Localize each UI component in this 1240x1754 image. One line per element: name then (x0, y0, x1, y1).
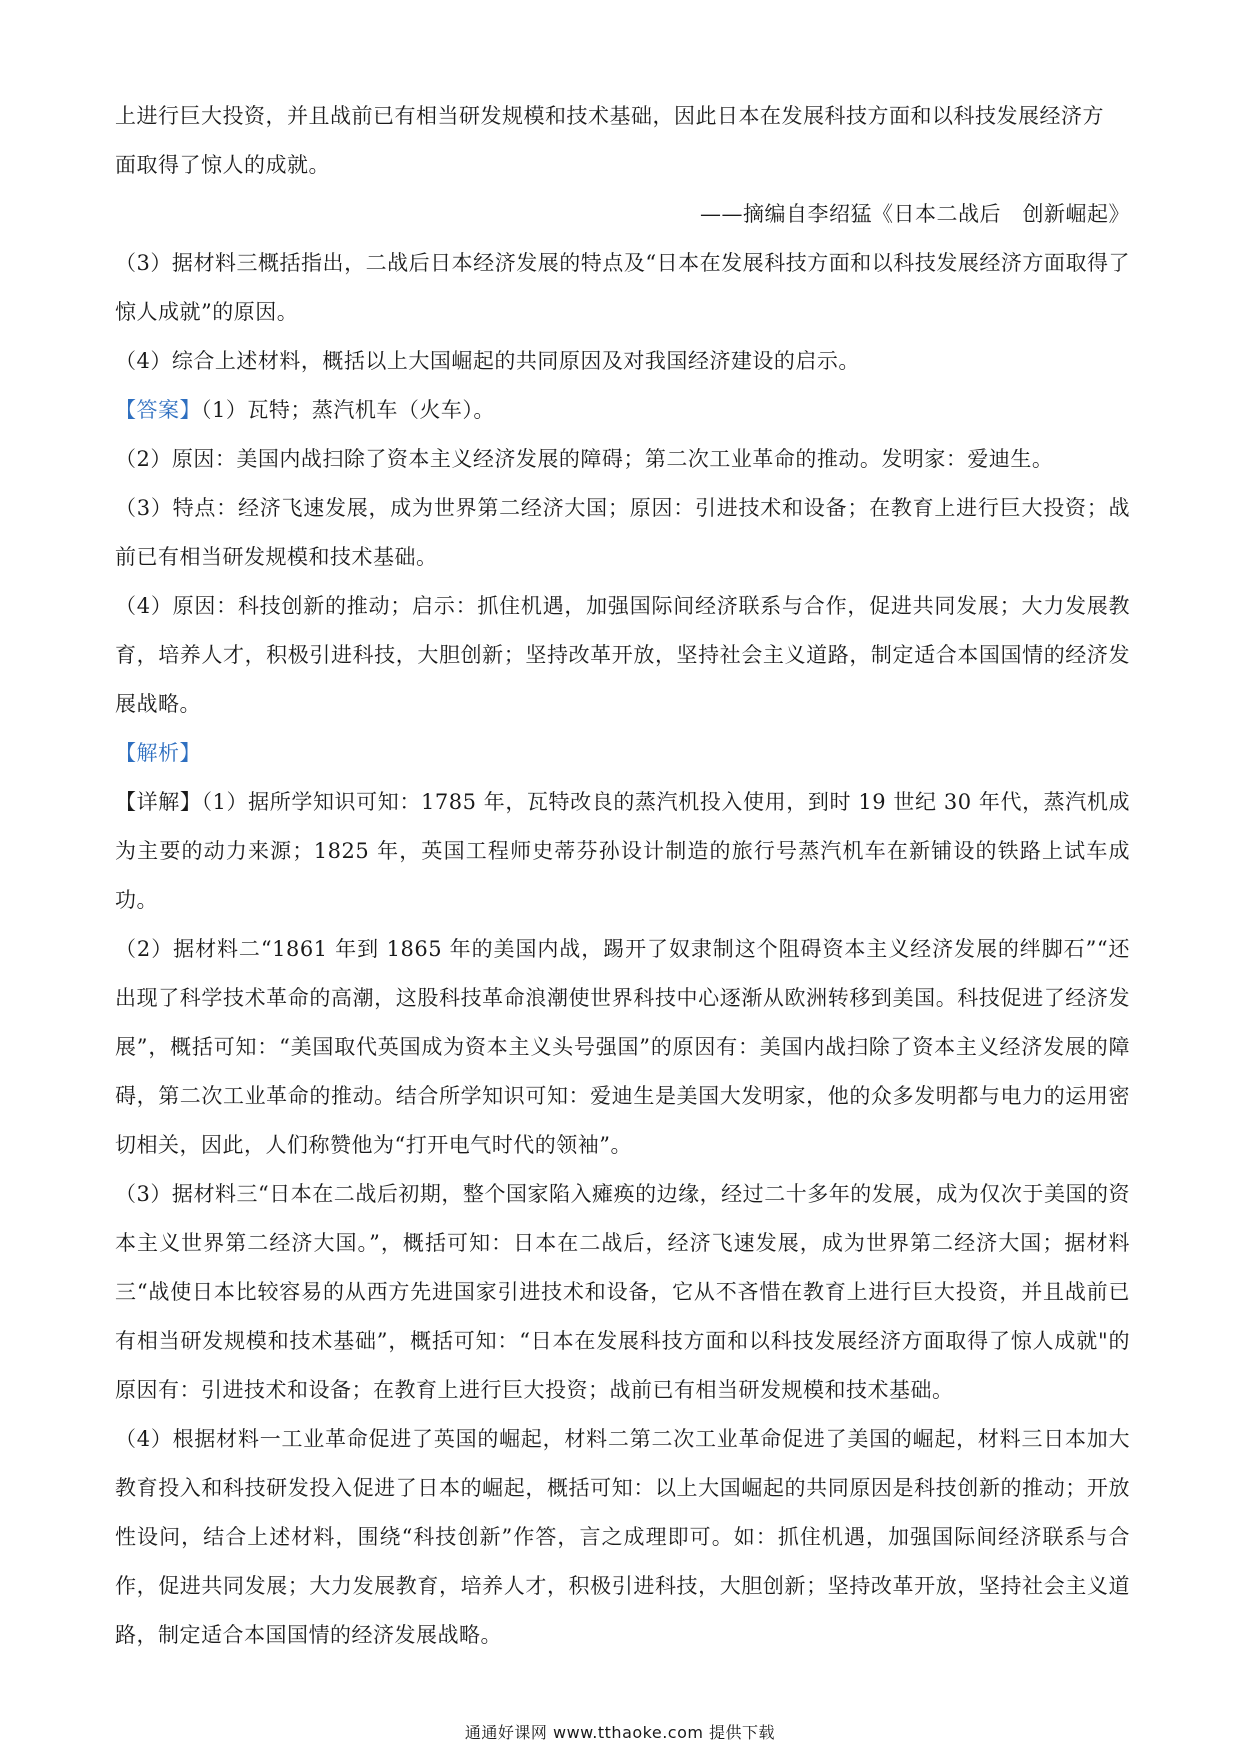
analysis-label: 【解析】 (115, 741, 201, 765)
material3-line2: 面取得了惊人的成就。 (115, 153, 330, 177)
answer-label: 【答案】 (115, 398, 201, 422)
answer-4: （4）原因：科技创新的推动；启示：抓住机遇，加强国际间经济联系与合作，促进共同发展；大力发展教育，培养人才，积极引进科技，大胆创新；坚持改革开放，坚持社会主义道路，制定适合本国国情的经济发展战略。 (115, 594, 1130, 716)
material3-attribution: ——摘编自李绍猛《日本二战后 创新崛起》 (700, 202, 1130, 226)
answer-2: （2）原因：美国内战扫除了资本主义经济发展的障碍；第二次工业革命的推动。发明家：爱迪生。 (115, 447, 1054, 471)
page-footer: 通通好课网 www.tthaoke.com 提供下载 (464, 1723, 776, 1742)
detail-4: （4）根据材料一工业革命促进了英国的崛起，材料二第二次工业革命促进了美国的崛起，材料三日本加大教育投入和科技研发投入促进了日本的崛起，概括可知：以上大国崛起的共同原因是科技创新的推动；开放性设问，结合上述材料，围绕“科技创新”作答，言之成理即可。如：抓住机遇，加强国际间经济联系与合作，促进共同发展；大力发展教育，培养人才，积极引进科技，大胆创新；坚持改革开放，坚持社会主义道路，制定适合本国国情的经济发展战略。 (115, 1427, 1130, 1647)
detail-3: （3）据材料三“日本在二战后初期，整个国家陷入瘫痪的边缘，经过二十多年的发展，成为仅次于美国的资本主义世界第二经济大国。”，概括可知：日本在二战后，经济飞速发展，成为世界第二经济大国；据材料三“战使日本比较容易的从西方先进国家引进技术和设备，它从不吝惜在教育上进行巨大投资，并且战前已有相当研发规模和技术基础”，概括可知：“日本在发展科技方面和以科技发展经济方面取得了惊人成就"的原因有：引进技术和设备；在教育上进行巨大投资；战前已有相当研发规模和技术基础。 (115, 1182, 1130, 1402)
analysis-heading (115, 729, 1130, 778)
detail-2: （2）据材料二“1861 年到 1865 年的美国内战，踢开了奴隶制这个阻碍资本主义经济发展的绊脚石”“还出现了科学技术革命的高潮，这股科技革命浪潮使世界科技中心逐渐从欧洲转移到美国。科技促进了经济发展”，概括可知：“美国取代英国成为资本主义头号强国”的原因有：美国内战扫除了资本主义经济发展的障碍，第二次工业革命的推动。结合所学知识可知：爱迪生是美国大发明家，他的众多发明都与电力的运用密切相关，因此，人们称赞他为“打开电气时代的领袖”。 (115, 937, 1130, 1157)
detail-1-paragraph (115, 778, 1130, 925)
detail-label: 【详解】 (115, 790, 202, 814)
answer-1: （1）瓦特；蒸汽机车（火车）。 (201, 398, 495, 422)
document-body (115, 92, 1130, 1660)
question-3: （3）据材料三概括指出，二战后日本经济发展的特点及“日本在发展科技方面和以科技发展经济方面取得了惊人成就”的原因。 (115, 251, 1130, 324)
answer-3: （3）特点：经济飞速发展，成为世界第二经济大国；原因：引进技术和设备；在教育上进行巨大投资；战前已有相当研发规模和技术基础。 (115, 496, 1130, 569)
detail-1: （1）据所学知识可知：1785 年，瓦特改良的蒸汽机投入使用，到时 19 世纪 30 年代，蒸汽机成为主要的动力来源；1825 年，英国工程师史蒂芬孙设计制造的旅行号蒸汽机车在新铺设的铁路上试车成功。 (115, 790, 1130, 912)
answer-1-paragraph (115, 386, 1130, 435)
question-4: （4）综合上述材料，概括以上大国崛起的共同原因及对我国经济建设的启示。 (115, 349, 860, 373)
material3-line1: 上进行巨大投资，并且战前已有相当研发规模和技术基础，因此日本在发展科技方面和以科技发展经济方 (115, 104, 1104, 128)
